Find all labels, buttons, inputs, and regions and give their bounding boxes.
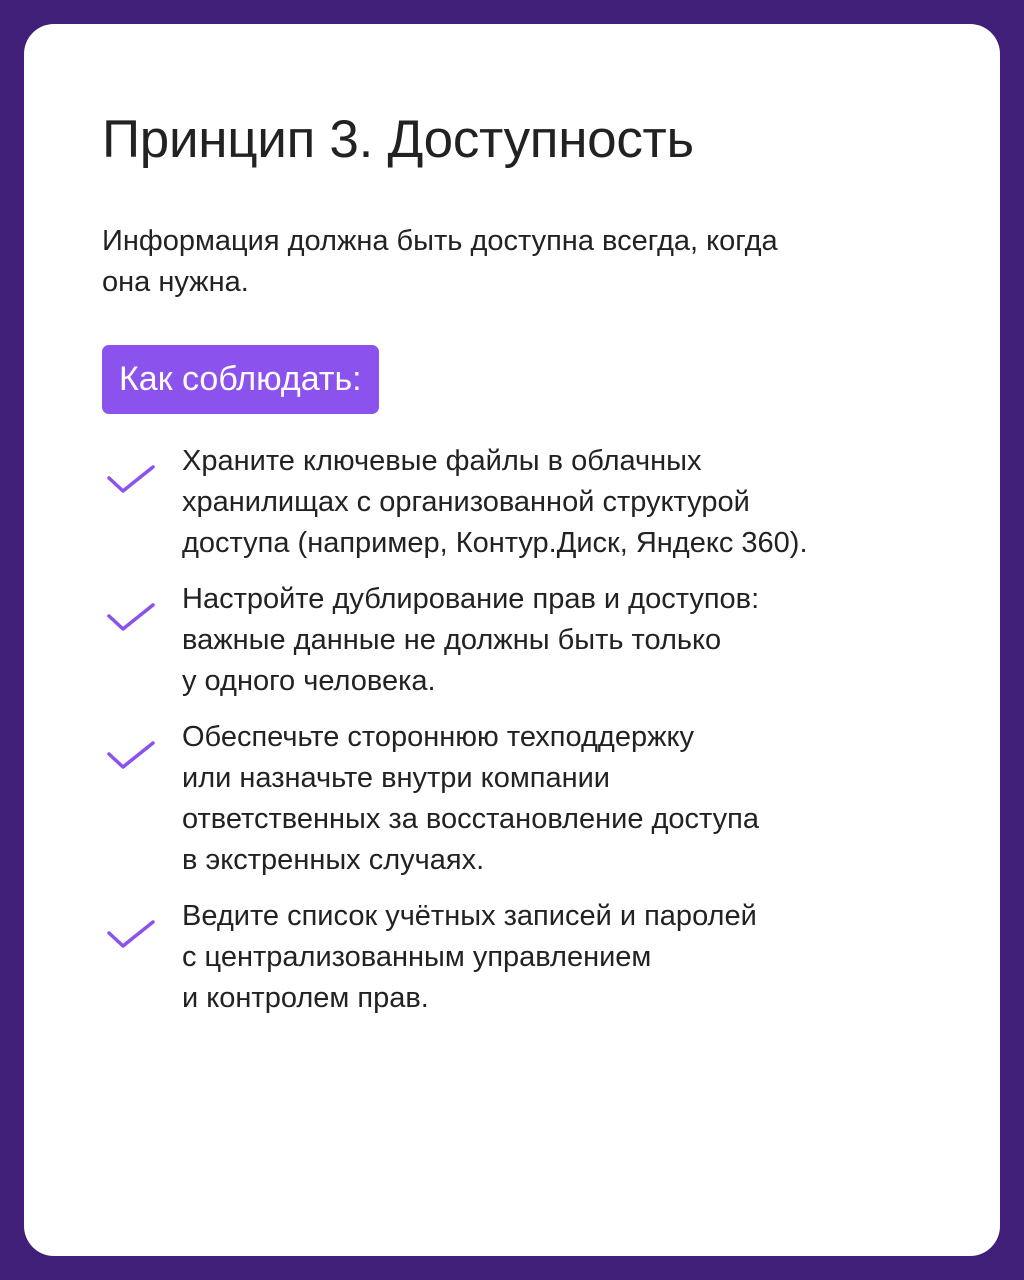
list-item-line: Обеспечьте стороннюю техподдержку (182, 721, 695, 753)
intro-line: Информация должна быть доступна всегда, когда (102, 225, 778, 257)
intro-text (102, 221, 902, 303)
list-item-text (182, 717, 962, 881)
list-item-line: Храните ключевые файлы в облачных (182, 445, 702, 477)
check-icon (105, 739, 157, 773)
list-item (102, 717, 962, 881)
recommendations-list (102, 441, 962, 1034)
list-item-line: и контролем прав. (182, 982, 429, 1014)
how-to-comply-badge: Как соблюдать: (102, 345, 379, 414)
list-item-text (182, 579, 962, 702)
list-item-line: или назначьте внутри компании (182, 762, 611, 794)
list-item (102, 896, 962, 1019)
list-item-line: у одного человека. (182, 665, 436, 697)
check-icon (105, 463, 157, 497)
content-card (24, 24, 1000, 1256)
list-item-line: доступа (например, Контур.Диск, Яндекс 360). (182, 527, 808, 559)
list-item-line: Ведите список учётных записей и паролей (182, 900, 757, 932)
list-item-line: с централизованным управлением (182, 941, 652, 973)
list-item-line: ответственных за восстановление доступа (182, 803, 759, 835)
list-item-line: в экстренных случаях. (182, 844, 485, 876)
list-item-text (182, 896, 962, 1019)
intro-line: она нужна. (102, 266, 249, 298)
check-icon (105, 918, 157, 952)
list-item (102, 441, 962, 564)
list-item-text (182, 441, 962, 564)
list-item-line: хранилищах с организованной структурой (182, 486, 750, 518)
check-icon (105, 601, 157, 635)
list-item (102, 579, 962, 702)
page-title: Принцип 3. Доступность (102, 110, 694, 169)
list-item-line: Настройте дублирование прав и доступов: (182, 583, 760, 615)
list-item-line: важные данные не должны быть только (182, 624, 722, 656)
